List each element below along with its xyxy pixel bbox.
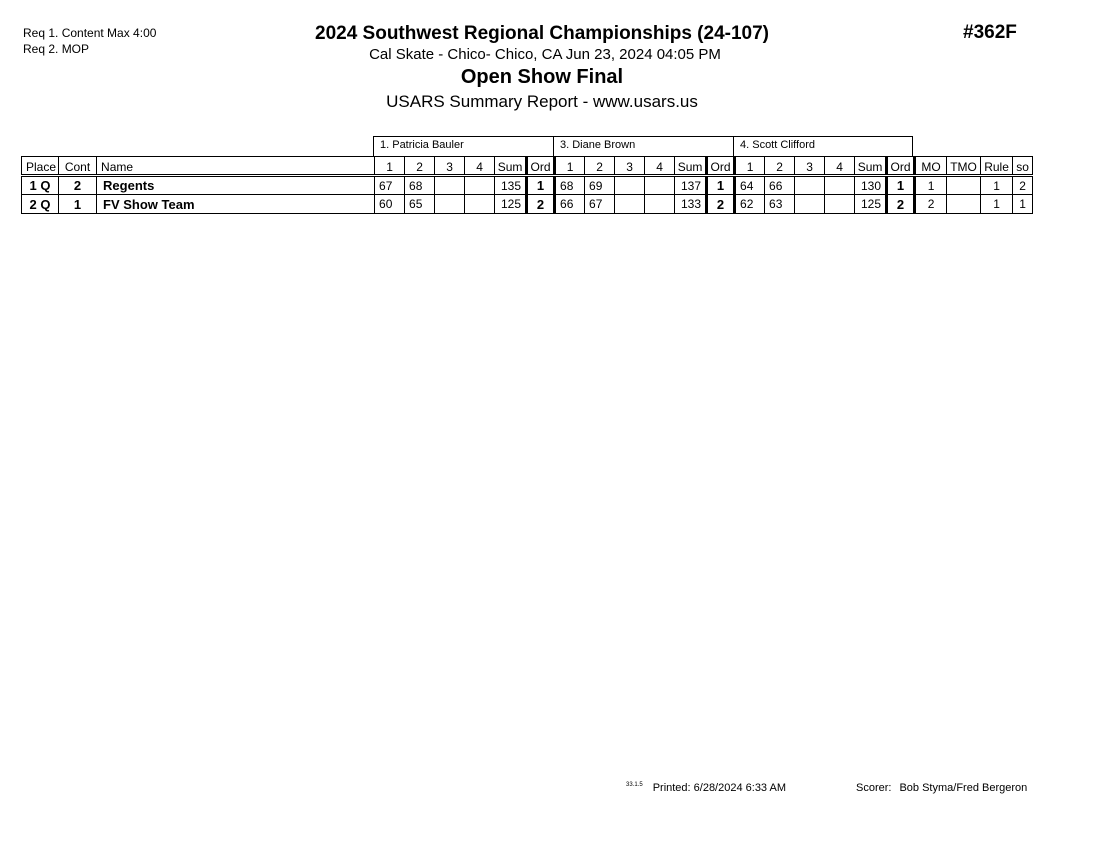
cell-j2-s1: 68 — [555, 176, 585, 195]
cell-j3-sum: 125 — [855, 195, 887, 214]
cell-j2-s4 — [645, 195, 675, 214]
report-name: USARS Summary Report - www.usars.us — [386, 92, 698, 111]
cell-j2-sum: 137 — [675, 176, 707, 195]
competition-title: 2024 Southwest Regional Championships (24-107) — [315, 23, 769, 44]
cell-j3-s1: 62 — [735, 195, 765, 214]
requirements-list — [23, 25, 156, 57]
cell-j3-ord: 2 — [887, 195, 915, 214]
judge-3-name: 4. Scott Clifford — [733, 136, 913, 156]
cell-j3-s4 — [825, 195, 855, 214]
col-tmo: TMO — [947, 157, 981, 176]
cell-name: Regents — [97, 176, 375, 195]
cell-j2-s3 — [615, 176, 645, 195]
cell-j1-ord: 1 — [527, 176, 555, 195]
cell-j3-s3 — [795, 176, 825, 195]
cell-mo: 2 — [915, 195, 947, 214]
printed-timestamp: Printed: 6/28/2024 6:33 AM — [652, 782, 787, 794]
col-j1-ord: Ord — [527, 157, 555, 176]
cell-j1-s4 — [465, 195, 495, 214]
judge-1-name: 1. Patricia Bauler — [373, 136, 553, 156]
cell-cont: 1 — [59, 195, 97, 214]
cell-j2-s4 — [645, 176, 675, 195]
cell-j2-sum: 133 — [675, 195, 707, 214]
cell-mo: 1 — [915, 176, 947, 195]
scorer-label: Scorer: — [856, 782, 892, 794]
event-name: Open Show Final — [460, 66, 624, 88]
cell-j3-s2: 63 — [765, 195, 795, 214]
cell-j3-s2: 66 — [765, 176, 795, 195]
report-header — [300, 22, 800, 114]
col-j1-s3: 3 — [435, 157, 465, 176]
col-j3-sum: Sum — [855, 157, 887, 176]
col-j2-s1: 1 — [555, 157, 585, 176]
col-j3-ord: Ord — [887, 157, 915, 176]
table-row — [22, 176, 1033, 195]
cell-j1-s3 — [435, 195, 465, 214]
requirement-2: Req 2. MOP — [23, 42, 90, 56]
scorer-names: Bob Styma/Fred Bergeron — [899, 782, 1028, 794]
venue-date: Cal Skate - Chico- Chico, CA Jun 23, 2024 04:05 PM — [369, 46, 721, 63]
cell-j1-s2: 65 — [405, 195, 435, 214]
cell-j1-sum: 135 — [495, 176, 527, 195]
cell-place: 2 Q — [22, 195, 59, 214]
cell-rule: 1 — [981, 195, 1013, 214]
col-so: so — [1013, 157, 1033, 176]
col-j3-s1: 1 — [735, 157, 765, 176]
cell-j3-s3 — [795, 195, 825, 214]
col-j3-s2: 2 — [765, 157, 795, 176]
cell-tmo — [947, 195, 981, 214]
table-row — [22, 195, 1033, 214]
col-j1-s4: 4 — [465, 157, 495, 176]
cell-j1-s4 — [465, 176, 495, 195]
col-j2-s2: 2 — [585, 157, 615, 176]
col-place: Place — [22, 157, 59, 176]
requirement-1: Req 1. Content Max 4:00 — [23, 26, 157, 40]
judge-2-name: 3. Diane Brown — [553, 136, 733, 156]
cell-rule: 1 — [981, 176, 1013, 195]
judges-header — [373, 136, 913, 156]
results-table — [21, 156, 1033, 214]
cell-j1-s3 — [435, 176, 465, 195]
cell-j3-sum: 130 — [855, 176, 887, 195]
cell-cont: 2 — [59, 176, 97, 195]
cell-j2-s2: 67 — [585, 195, 615, 214]
cell-j1-s1: 60 — [375, 195, 405, 214]
col-j3-s4: 4 — [825, 157, 855, 176]
cell-j2-s1: 66 — [555, 195, 585, 214]
col-j2-s4: 4 — [645, 157, 675, 176]
cell-j2-ord: 2 — [707, 195, 735, 214]
cell-j1-s2: 68 — [405, 176, 435, 195]
col-j1-sum: Sum — [495, 157, 527, 176]
col-j1-s1: 1 — [375, 157, 405, 176]
cell-so: 2 — [1013, 176, 1033, 195]
col-cont: Cont — [59, 157, 97, 176]
cell-j3-ord: 1 — [887, 176, 915, 195]
report-code: 33.1.5 — [626, 782, 643, 788]
col-j2-sum: Sum — [675, 157, 707, 176]
cell-name: FV Show Team — [97, 195, 375, 214]
event-number: #362F — [963, 22, 1017, 43]
cell-j3-s1: 64 — [735, 176, 765, 195]
col-name: Name — [97, 157, 375, 176]
cell-so: 1 — [1013, 195, 1033, 214]
cell-j2-s3 — [615, 195, 645, 214]
col-rule: Rule — [981, 157, 1013, 176]
col-j3-s3: 3 — [795, 157, 825, 176]
cell-place: 1 Q — [22, 176, 59, 195]
col-j2-s3: 3 — [615, 157, 645, 176]
scorer-info — [856, 782, 1027, 794]
cell-j3-s4 — [825, 176, 855, 195]
cell-tmo — [947, 176, 981, 195]
cell-j2-s2: 69 — [585, 176, 615, 195]
cell-j1-s1: 67 — [375, 176, 405, 195]
cell-j1-sum: 125 — [495, 195, 527, 214]
col-j2-ord: Ord — [707, 157, 735, 176]
table-header-row — [22, 157, 1033, 176]
col-j1-s2: 2 — [405, 157, 435, 176]
col-mo: MO — [915, 157, 947, 176]
cell-j2-ord: 1 — [707, 176, 735, 195]
cell-j1-ord: 2 — [527, 195, 555, 214]
printed-info — [626, 782, 786, 794]
